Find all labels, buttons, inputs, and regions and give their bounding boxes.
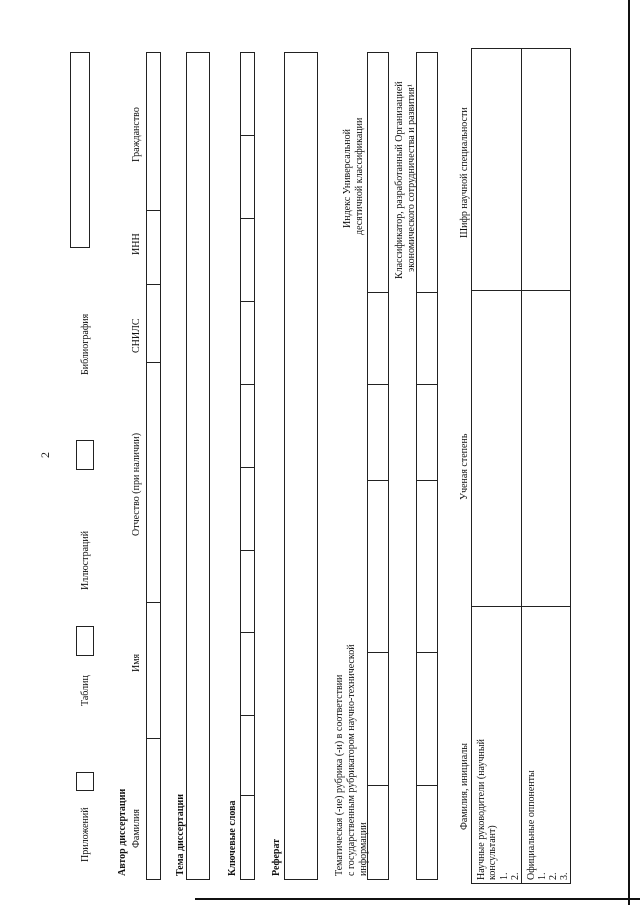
oecd-row[interactable] bbox=[416, 52, 438, 880]
oecd-label-line1: Классификатор, разработанный Организацией bbox=[394, 81, 405, 279]
scan-edge-bottom bbox=[195, 898, 640, 900]
author-col-patronymic: Отчество (при наличии) bbox=[131, 432, 142, 536]
author-row[interactable] bbox=[146, 52, 161, 880]
author-col-divider bbox=[146, 362, 161, 363]
topic-field[interactable] bbox=[186, 52, 210, 880]
abstract-field[interactable] bbox=[284, 52, 318, 880]
people-row-divider bbox=[521, 48, 522, 884]
appendix-label: Приложений bbox=[80, 807, 91, 862]
author-col-snils: СНИЛС bbox=[131, 318, 142, 353]
rubric-label-line2: с государственным рубрикатором научно-технической bbox=[346, 644, 357, 876]
rubric-label-line3: информации bbox=[358, 822, 369, 876]
oecd-label-line2: экономического сотрудничества и развития¹ bbox=[406, 84, 417, 272]
people-col-specialty: Шифр научной специальности bbox=[459, 107, 470, 238]
appendix-checkbox[interactable] bbox=[76, 772, 94, 791]
opponent-item-1: 1. bbox=[537, 872, 548, 880]
author-col-name: Имя bbox=[131, 653, 142, 672]
author-col-divider bbox=[146, 602, 161, 603]
tables-label: Таблиц bbox=[80, 675, 91, 706]
supervisor-item-1: 1. bbox=[499, 872, 510, 880]
udc-label-line1: Индекс Универсальной bbox=[342, 129, 353, 228]
bibliography-label: Библиография bbox=[80, 313, 91, 375]
author-col-divider bbox=[146, 738, 161, 739]
supervisors-label-line1: Научные руководители (научный bbox=[476, 739, 487, 880]
rubric-row[interactable] bbox=[367, 52, 389, 880]
keywords-field[interactable] bbox=[240, 52, 255, 880]
opponent-item-3: 3. bbox=[559, 872, 570, 880]
abstract-label: Реферат bbox=[271, 838, 282, 876]
page-number: 2 bbox=[38, 452, 52, 458]
opponent-item-2: 2. bbox=[548, 872, 559, 880]
illustrations-label: Иллюстраций bbox=[80, 530, 91, 590]
author-col-surname: Фамилия bbox=[131, 809, 142, 848]
keywords-label: Ключевые слова bbox=[227, 800, 238, 876]
opponents-label: Официальные оппоненты bbox=[526, 770, 537, 880]
author-col-inn: ИНН bbox=[131, 233, 142, 255]
author-section-label: Автор диссертации bbox=[117, 788, 128, 876]
author-col-divider bbox=[146, 284, 161, 285]
author-col-citizenship: Гражданство bbox=[131, 107, 142, 162]
illustrations-checkbox[interactable] bbox=[76, 440, 94, 470]
rubric-label-line1: Тематическая (-ие) рубрика (-и) в соответствии bbox=[334, 674, 345, 876]
supervisor-item-2: 2. bbox=[510, 872, 521, 880]
scan-edge-right bbox=[628, 0, 630, 905]
topic-label: Тема диссертации bbox=[175, 794, 186, 876]
people-col-degree: Ученая степень bbox=[459, 433, 470, 500]
people-col-name: Фамилия, инициалы bbox=[459, 743, 470, 830]
author-col-divider bbox=[146, 210, 161, 211]
supervisors-label-line2: консультант) bbox=[487, 825, 498, 880]
tables-checkbox[interactable] bbox=[76, 626, 94, 656]
udc-label-line2: десятичной классификации bbox=[354, 117, 365, 235]
bibliography-field[interactable] bbox=[70, 52, 90, 248]
